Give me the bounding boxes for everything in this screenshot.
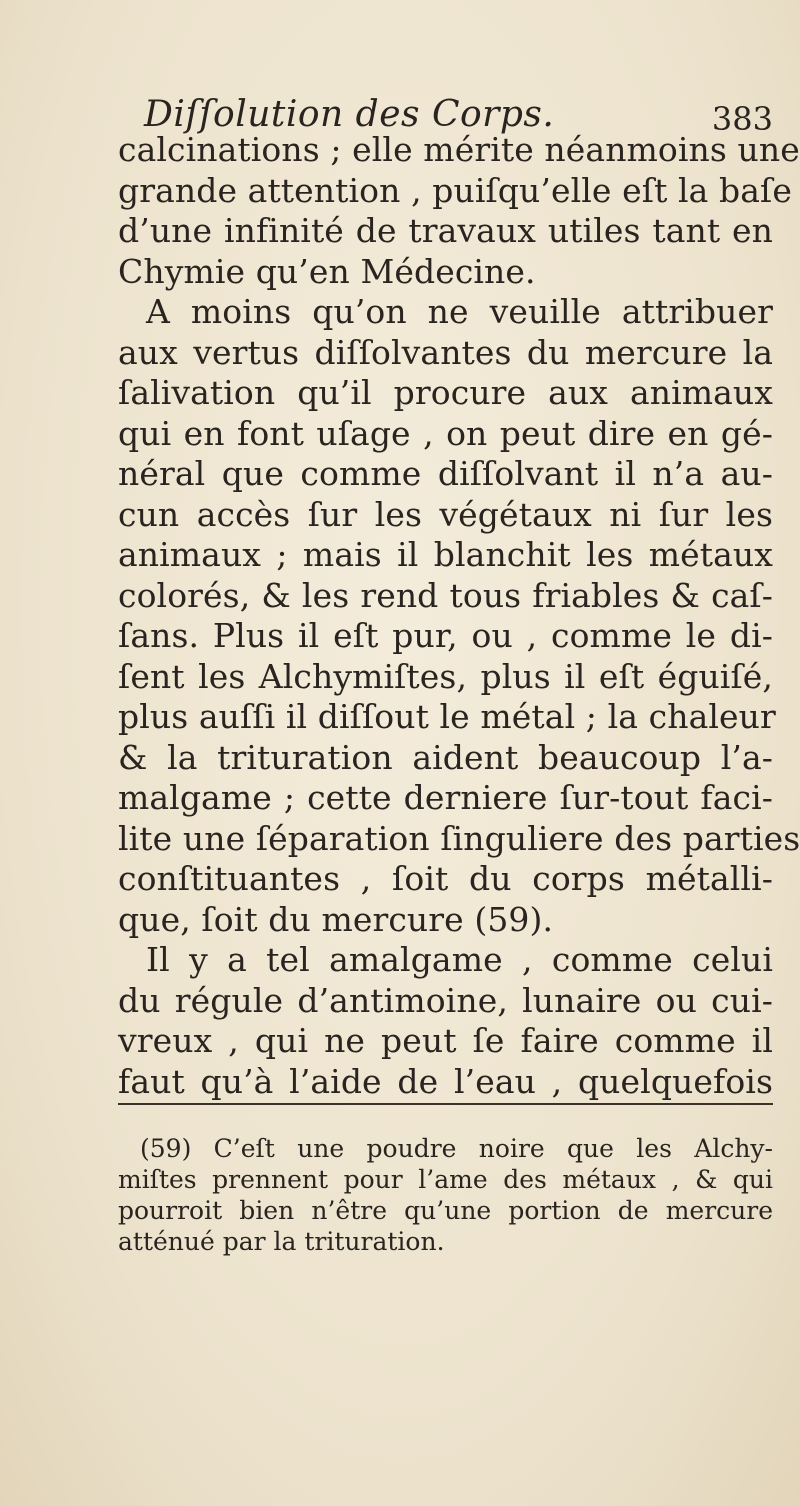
text-line: calcinations ; elle mérite néanmoins une: [118, 130, 800, 169]
text-line: aux vertus diſſolvantes du mercure la: [118, 332, 773, 372]
text-line: lite une ſéparation ſinguliere des parties: [118, 818, 800, 858]
footnote-line: miſtes prennent pour l’ame des métaux , & qui: [118, 1165, 773, 1194]
running-title: Diſſolution des Corps.: [144, 94, 555, 135]
footnote-divider: [118, 1103, 773, 1105]
page-number: 383: [711, 100, 773, 138]
text-line: cun accès ſur les végétaux ni ſur les: [118, 494, 773, 534]
text-line: ſent les Alchymiſtes, plus il eſt éguiſé,: [118, 656, 773, 696]
text-line: du régule d’antimoine, lunaire ou cui-: [118, 980, 773, 1020]
text-line: grande attention , puiſqu’elle eſt la baſe: [118, 170, 792, 210]
text-line: malgame ; cette derniere ſur-tout faci-: [118, 778, 773, 817]
text-line: plus auſſi il diſſout le métal ; la chaleur: [118, 697, 776, 736]
text-line: & la trituration aident beaucoup l’a-: [118, 737, 773, 777]
text-line: Chymie qu’en Médecine.: [118, 251, 536, 291]
text-line: A moins qu’on ne veuille attribuer: [146, 292, 773, 331]
text-line: animaux ; mais il blanchit les métaux: [118, 535, 773, 574]
text-line: conſtituantes , ſoit du corps métalli-: [118, 859, 773, 898]
main-text: [118, 130, 800, 1102]
footnote-line: atténué par la trituration.: [118, 1227, 445, 1256]
text-line: Il y a tel amalgame , comme celui: [146, 940, 773, 979]
text-line: faut qu’à l’aide de l’eau , quelquefois: [118, 1061, 773, 1101]
text-line: d’une infinité de travaux utiles tant en: [118, 211, 773, 250]
text-line: qui en font uſage , on peut dire en gé-: [118, 413, 773, 453]
text-line: ſalivation qu’il procure aux animaux: [118, 373, 773, 412]
text-line: vreux , qui ne peut ſe faire comme il: [118, 1021, 773, 1060]
text-line: ſans. Plus il eſt pur, ou , comme le di-: [118, 616, 773, 655]
footnote-line: (59) C’eſt une poudre noire que les Alchy-: [140, 1134, 773, 1163]
text-line: néral que comme diſſolvant il n’a au-: [118, 454, 773, 493]
footnote: [118, 1133, 773, 1257]
text-line: que, ſoit du mercure (59).: [118, 899, 554, 939]
text-line: colorés, & les rend tous friables & caſ-: [118, 575, 773, 615]
footnote-line: pourroit bien n’être qu’une portion de mercure: [118, 1196, 773, 1225]
